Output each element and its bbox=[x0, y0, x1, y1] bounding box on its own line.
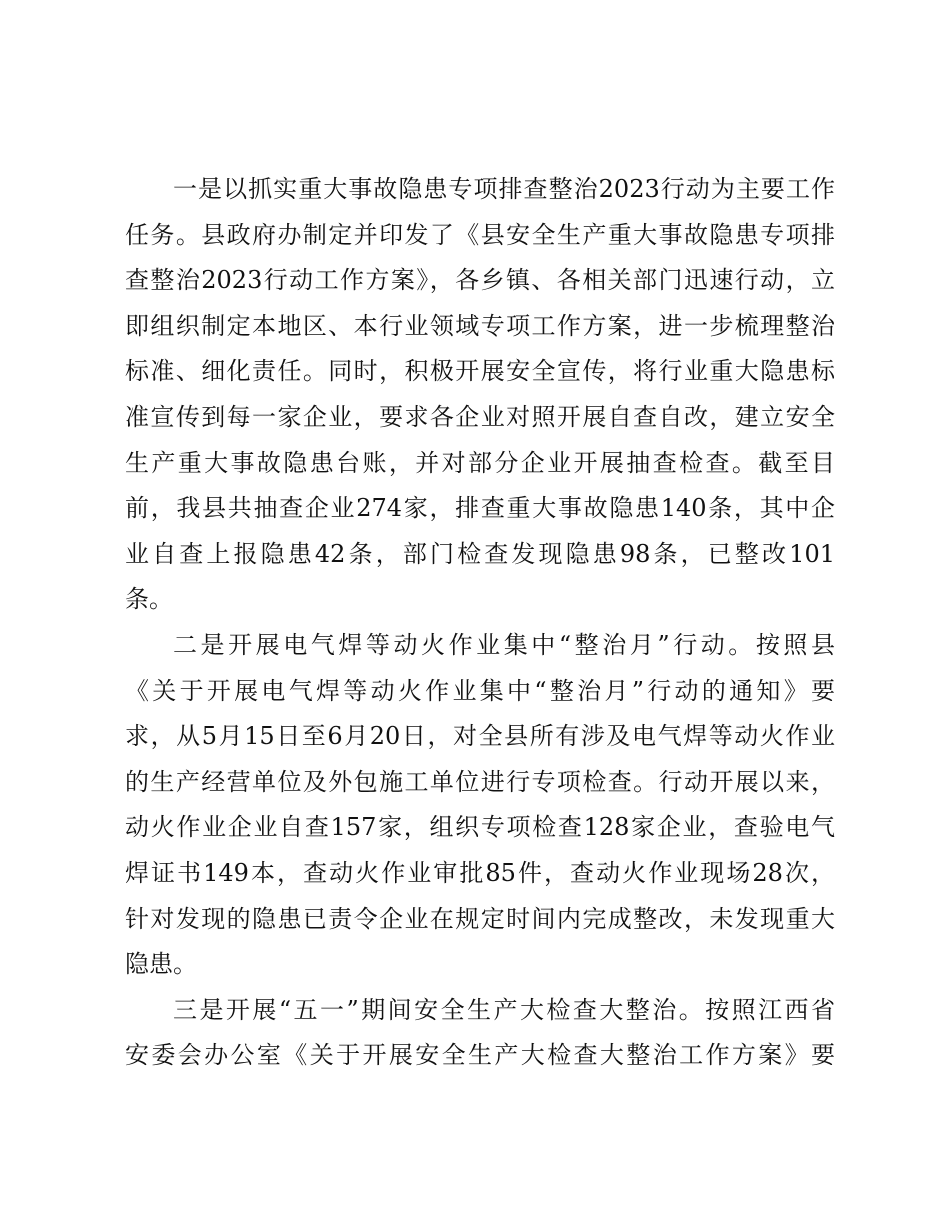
document-body bbox=[125, 167, 835, 1079]
text-line: 二是开展电气焊等动火作业集中“整治月”行动。按照县 bbox=[173, 630, 835, 659]
text-line: 查整治2023行动工作方案》，各乡镇、各相关部门迅速行动，立 bbox=[125, 266, 835, 295]
text-line: 求，从5月15日至6月20日，对全县所有涉及电气焊等动火作业 bbox=[125, 722, 835, 751]
text-line: 针对发现的隐患已责令企业在规定时间内完成整改，未发现重大 bbox=[125, 904, 835, 933]
text-line: 任务。县政府办制定并印发了《县安全生产重大事故隐患专项排 bbox=[125, 220, 835, 249]
text-line: 一是以抓实重大事故隐患专项排查整治2023行动为主要工作 bbox=[173, 175, 835, 203]
text-line: 安委会办公室《关于开展安全生产大检查大整治工作方案》要 bbox=[125, 1041, 835, 1070]
text-line: 的生产经营单位及外包施工单位进行专项检查。行动开展以来， bbox=[125, 767, 835, 796]
text-line: 标准、细化责任。同时，积极开展安全宣传，将行业重大隐患标 bbox=[125, 357, 835, 386]
text-line: 隐患。 bbox=[125, 950, 197, 979]
text-line: 前，我县共抽查企业274家，排查重大事故隐患140条，其中企 bbox=[125, 494, 835, 523]
text-line: 即组织制定本地区、本行业领域专项工作方案，进一步梳理整治 bbox=[125, 311, 835, 340]
text-line: 焊证书149本，查动火作业审批85件，查动火作业现场28次， bbox=[125, 858, 835, 887]
text-line: 三是开展“五一”期间安全生产大检查大整治。按照江西省 bbox=[173, 995, 835, 1024]
text-line: 生产重大事故隐患台账，并对部分企业开展抽查检查。截至目 bbox=[125, 448, 835, 477]
text-line: 动火作业企业自查157家，组织专项检查128家企业，查验电气 bbox=[125, 813, 835, 842]
text-line: 条。 bbox=[125, 585, 173, 614]
text-line: 准宣传到每一家企业，要求各企业对照开展自查自改，建立安全 bbox=[125, 402, 835, 431]
text-line: 《关于开展电气焊等动火作业集中“整治月”行动的通知》要 bbox=[125, 676, 835, 705]
text-line: 业自查上报隐患42条，部门检查发现隐患98条，已整改101 bbox=[125, 539, 835, 568]
